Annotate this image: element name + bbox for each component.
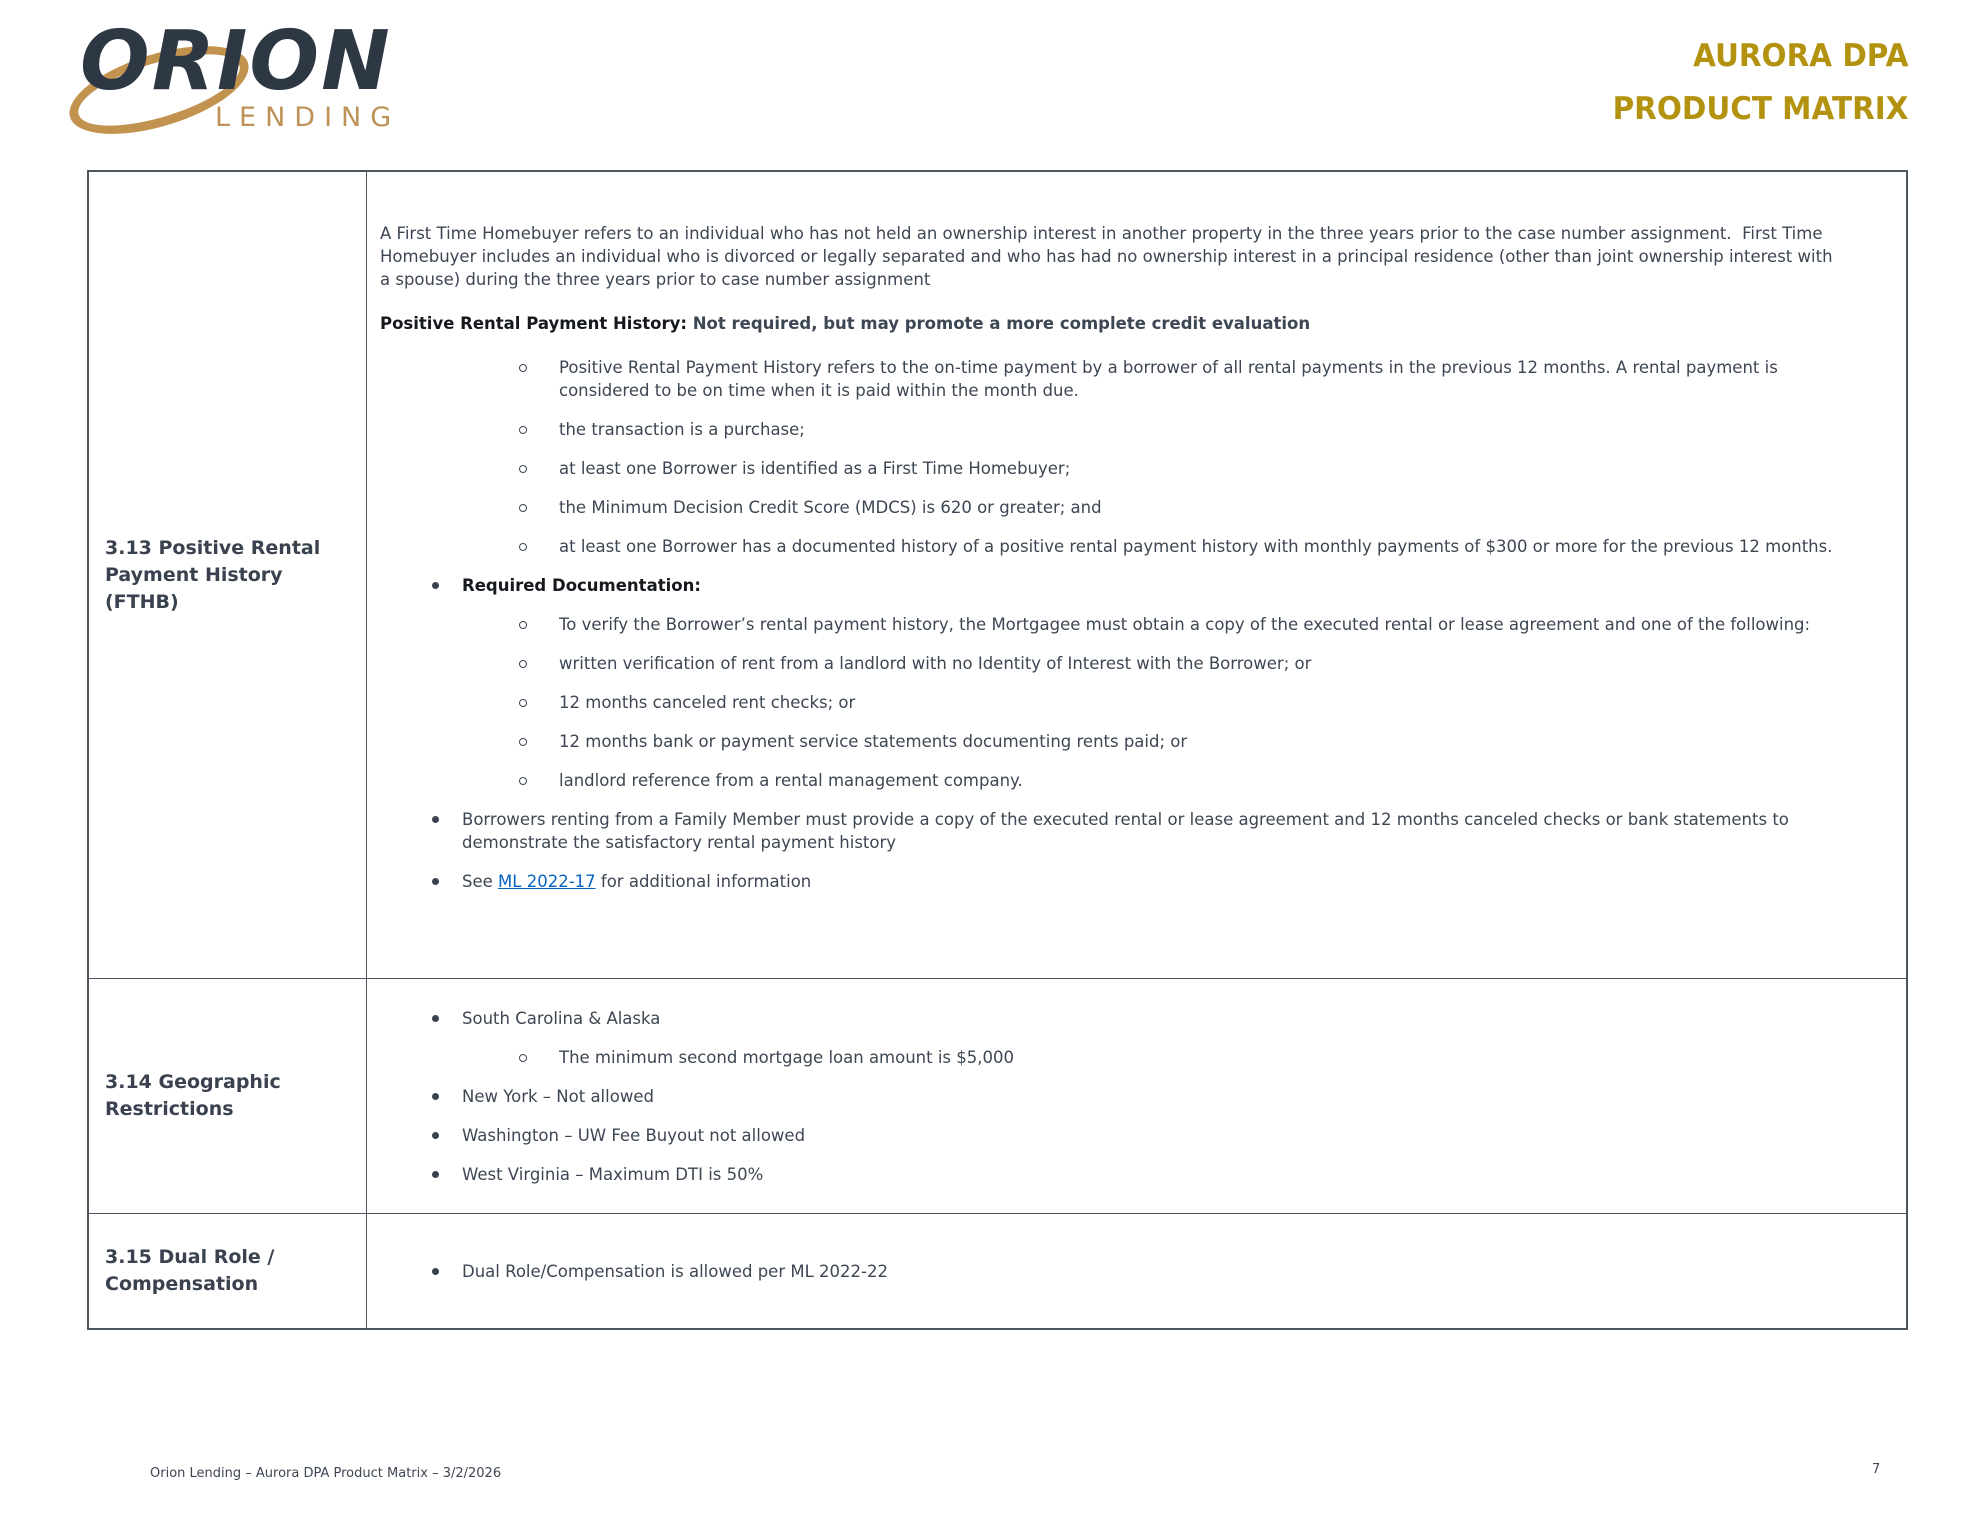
disc-bullet-icon bbox=[432, 1124, 462, 1147]
list-item-text: New York – Not allowed bbox=[462, 1086, 654, 1106]
list-item bbox=[432, 870, 1846, 893]
row-heading-3-14: 3.14 Geographic Restrictions bbox=[89, 979, 367, 1213]
list-item bbox=[432, 808, 1846, 854]
row-content-3-15 bbox=[367, 1214, 1906, 1328]
fthb-definition-paragraph: A First Time Homebuyer refers to an individual who has not held an ownership interest in another property in the three years prior to the case number assignment. First Time Homebuyer includes an individual who is divorced or legally separated and who has had no ownership interest in a principal residence (other than joint ownership interest with a spouse) during the three years prior to case number assignment bbox=[380, 224, 1838, 289]
list-item bbox=[519, 652, 1846, 675]
list-item-text: at least one Borrower is identified as a First Time Homebuyer; bbox=[559, 459, 1071, 478]
list-item-text: Dual Role/Compensation is allowed per ML 2022-22 bbox=[462, 1261, 888, 1281]
list-item-text: written verification of rent from a landlord with no Identity of Interest with the Borrower; or bbox=[559, 654, 1312, 673]
footer-document-info: Orion Lending – Aurora DPA Product Matrix – 3/2/2026 bbox=[150, 1466, 502, 1481]
list-item-text: the Minimum Decision Credit Score (MDCS) is 620 or greater; and bbox=[559, 498, 1102, 517]
bold-label: Positive Rental Payment History: bbox=[380, 314, 687, 333]
list-item bbox=[519, 730, 1846, 753]
row-content-3-13 bbox=[367, 172, 1906, 978]
footer-page-number: 7 bbox=[1872, 1462, 1881, 1477]
required-documentation-label: Required Documentation: bbox=[462, 576, 701, 595]
list-item-text: To verify the Borrower’s rental payment history, the Mortgagee must obtain a copy of the executed rental or lease agreement and one of the following: bbox=[559, 615, 1811, 634]
document-title-line2: PRODUCT MATRIX bbox=[1612, 91, 1908, 127]
disc-bullet-icon bbox=[432, 1007, 462, 1030]
ml-2022-17-link[interactable]: ML 2022-17 bbox=[498, 872, 596, 891]
circle-bullet-icon bbox=[519, 356, 559, 402]
circle-bullet-icon bbox=[519, 535, 559, 558]
list-item bbox=[519, 691, 1846, 714]
circle-bullet-icon bbox=[519, 691, 559, 714]
circle-bullet-icon bbox=[519, 769, 559, 792]
list-item-text: Borrowers renting from a Family Member must provide a copy of the executed rental or lease agreement and 12 months canceled checks or bank statements to demonstrate the satisfactory rental payment history bbox=[462, 810, 1789, 852]
see-suffix: for additional information bbox=[595, 872, 812, 891]
list-item-text: Washington – UW Fee Buyout not allowed bbox=[462, 1125, 806, 1145]
circle-bullet-icon bbox=[519, 613, 559, 636]
table-row bbox=[89, 978, 1906, 1213]
list-item-text: the transaction is a purchase; bbox=[559, 420, 805, 439]
see-prefix: See bbox=[462, 872, 499, 891]
logo-wordmark: ORION bbox=[80, 14, 392, 109]
product-matrix-table bbox=[87, 170, 1908, 1330]
positive-rental-history-heading bbox=[380, 312, 1846, 335]
list-item bbox=[519, 535, 1846, 558]
bold-rest: Not required, but may promote a more complete credit evaluation bbox=[687, 314, 1311, 333]
list-item bbox=[432, 1260, 1846, 1283]
list-item-text: at least one Borrower has a documented history of a positive rental payment history with monthly payments of $300 or more for the previous 12 months. bbox=[559, 537, 1833, 556]
list-item bbox=[519, 613, 1846, 636]
circle-bullet-icon bbox=[519, 496, 559, 519]
list-item bbox=[519, 769, 1846, 792]
list-item-text: South Carolina & Alaska bbox=[462, 1008, 661, 1028]
list-item bbox=[432, 1124, 1846, 1147]
circle-bullet-icon bbox=[519, 418, 559, 441]
circle-bullet-icon bbox=[519, 652, 559, 675]
row-content-3-14 bbox=[367, 979, 1906, 1213]
row-heading-3-13: 3.13 Positive Rental Payment History (FTHB) bbox=[89, 172, 367, 978]
circle-bullet-icon bbox=[519, 1046, 559, 1069]
document-title bbox=[1612, 30, 1908, 136]
disc-bullet-icon bbox=[432, 1260, 462, 1283]
disc-bullet-icon bbox=[432, 1163, 462, 1186]
disc-bullet-icon bbox=[432, 808, 462, 854]
document-title-line1: AURORA DPA bbox=[1692, 38, 1908, 74]
disc-bullet-icon bbox=[432, 1085, 462, 1108]
table-row bbox=[89, 1213, 1906, 1328]
list-item bbox=[432, 1085, 1846, 1108]
list-item bbox=[519, 457, 1846, 480]
list-item-text: landlord reference from a rental management company. bbox=[559, 771, 1023, 790]
list-item-text: The minimum second mortgage loan amount is $5,000 bbox=[559, 1047, 1015, 1067]
table-row bbox=[89, 172, 1906, 978]
logo-subtitle: LENDING bbox=[215, 102, 401, 133]
list-item-text: West Virginia – Maximum DTI is 50% bbox=[462, 1164, 764, 1184]
see-ml-line bbox=[462, 870, 811, 893]
list-item-text: 12 months canceled rent checks; or bbox=[559, 693, 856, 712]
list-item-text: 12 months bank or payment service statements documenting rents paid; or bbox=[559, 732, 1188, 751]
list-item bbox=[432, 574, 1846, 597]
disc-bullet-icon bbox=[432, 574, 462, 597]
list-item bbox=[519, 418, 1846, 441]
circle-bullet-icon bbox=[519, 457, 559, 480]
disc-bullet-icon bbox=[432, 870, 462, 893]
list-item-text: Positive Rental Payment History refers to the on-time payment by a borrower of all rental payments in the previous 12 months. A rental payment is considered to be on time when it is paid within the month due. bbox=[559, 358, 1778, 400]
circle-bullet-icon bbox=[519, 730, 559, 753]
list-item bbox=[519, 356, 1846, 402]
list-item bbox=[519, 496, 1846, 519]
list-item bbox=[432, 1163, 1846, 1186]
orion-lending-logo bbox=[80, 14, 460, 164]
row-heading-3-15: 3.15 Dual Role / Compensation bbox=[89, 1214, 367, 1328]
list-item bbox=[519, 1046, 1846, 1069]
list-item bbox=[432, 1007, 1846, 1030]
